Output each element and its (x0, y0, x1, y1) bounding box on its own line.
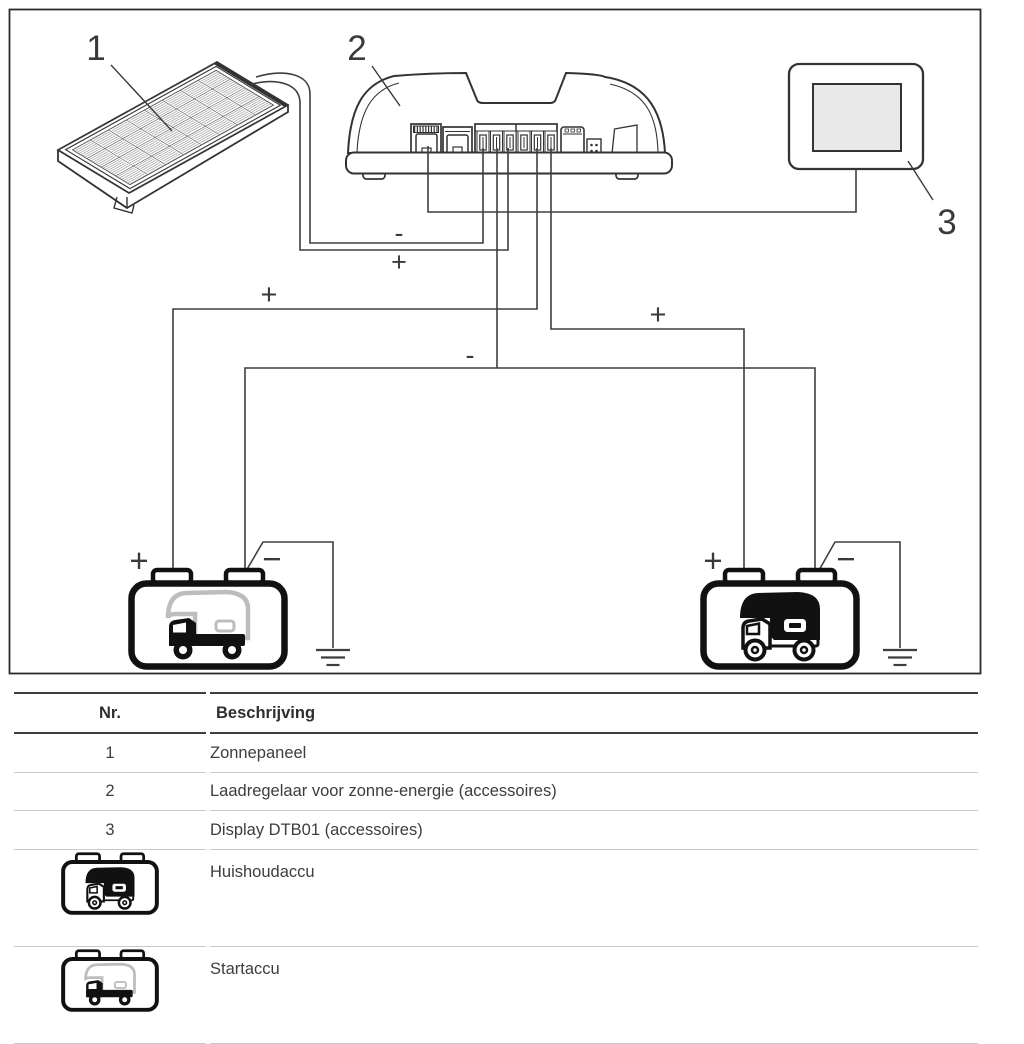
table-row (14, 811, 978, 850)
left-ground-icon (316, 650, 350, 665)
right-terminal-minus-label: − (836, 540, 856, 577)
legend-table (10, 692, 982, 1044)
row-number: 2 (14, 773, 206, 811)
display-screen (813, 84, 901, 151)
row-number: 1 (14, 734, 206, 773)
table-row (14, 773, 978, 811)
display-unit-icon (789, 64, 923, 169)
starter-battery-icon (61, 947, 159, 1012)
callout-label-controller: 2 (347, 29, 367, 68)
solar-plus-label: + (391, 247, 407, 277)
row-description: Display DTB01 (accessoires) (210, 811, 978, 850)
row-description: Zonnepaneel (210, 734, 978, 773)
terminal-block-icon (475, 124, 557, 156)
left-terminal-minus-label: − (262, 540, 282, 577)
table-row (14, 734, 978, 773)
left-battery-plus-label: + (260, 279, 278, 311)
solar-minus-label: - (394, 218, 404, 248)
household-battery-icon (61, 850, 159, 915)
callout-label-display: 3 (937, 203, 957, 242)
right-terminal-plus-label: + (703, 542, 723, 579)
solar-panel-icon (58, 62, 288, 213)
legend-section (10, 692, 982, 1044)
left-terminal-plus-label: + (129, 542, 149, 579)
right-ground-icon (883, 650, 917, 665)
row-description: Startaccu (210, 947, 978, 1044)
table-row (14, 850, 978, 947)
right-battery-plus-label: + (649, 299, 667, 331)
rj-port-1-icon (411, 124, 441, 156)
col-header-nr: Nr. (14, 692, 206, 734)
common-minus-label: - (465, 340, 475, 370)
table-row (14, 947, 978, 1044)
starter-battery-icon (132, 570, 285, 667)
row-description: Laadregelaar voor zonne-energie (accessoires) (210, 773, 978, 811)
row-description: Huishoudaccu (210, 850, 978, 947)
household-battery-icon (704, 570, 857, 667)
table-header-row (14, 692, 978, 734)
callout-label-panel: 1 (86, 29, 106, 68)
col-header-description: Beschrijving (210, 692, 978, 734)
row-number: 3 (14, 811, 206, 850)
charge-controller-icon (346, 73, 672, 179)
